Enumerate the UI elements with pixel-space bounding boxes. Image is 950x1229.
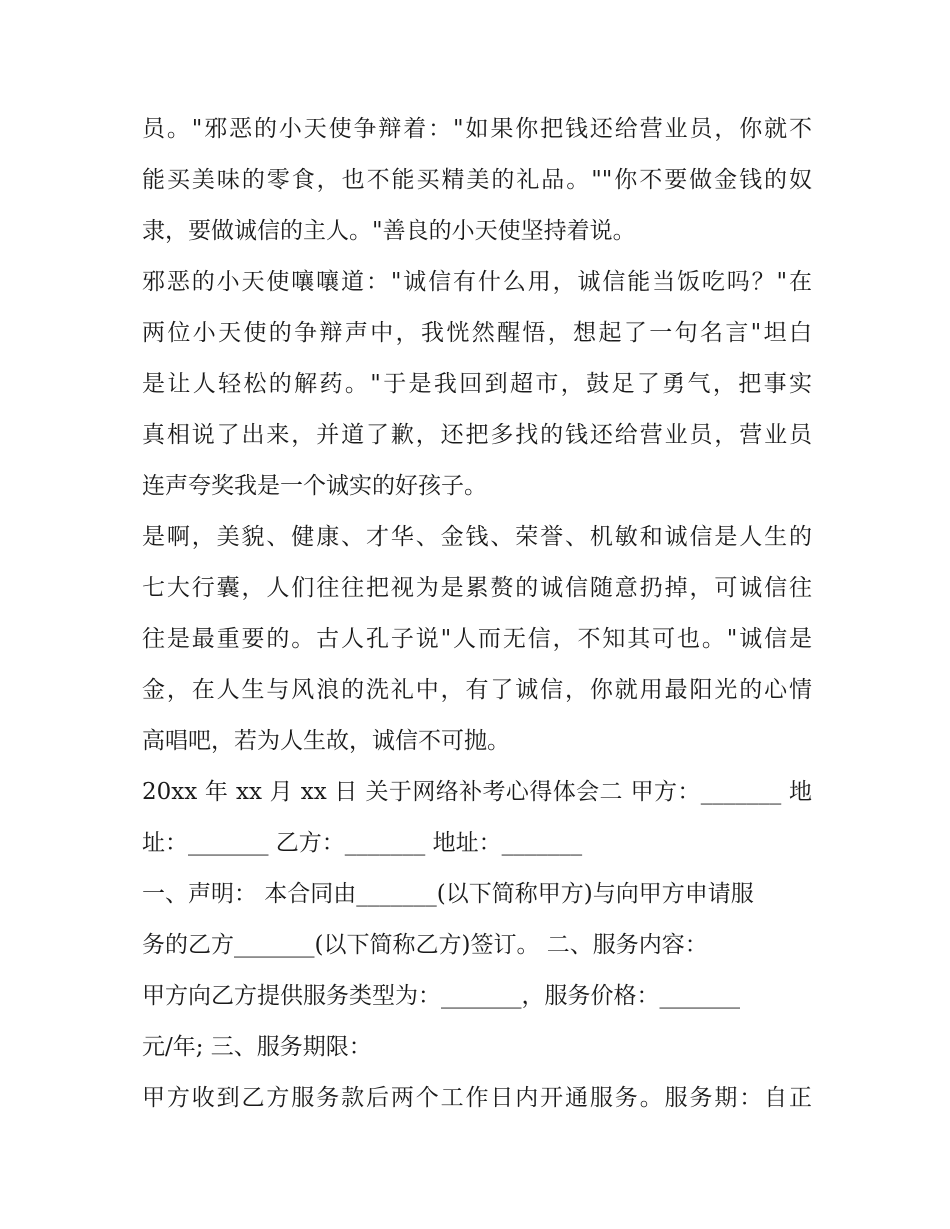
- text-line: 址：_______ 乙方：_______ 地址：_______: [142, 830, 583, 856]
- text-line: 真相说了出来，并道了歉，还把多找的钱还给营业员，营业员: [142, 422, 812, 448]
- document-body: [142, 104, 812, 1124]
- text-line: 连声夸奖我是一个诚实的好孩子。: [142, 473, 487, 499]
- text-line: 邪恶的小天使嚷嚷道："诚信有什么用，诚信能当饭吃吗？"在: [142, 269, 812, 295]
- text-line: 隶，要做诚信的主人。"善良的小天使坚持着说。: [142, 218, 636, 244]
- text-line: 甲方向乙方提供服务类型为：_______，服务价格：_______: [142, 983, 740, 1009]
- text-line: 能买美味的零食，也不能买精美的礼品。""你不要做金钱的奴: [142, 167, 812, 193]
- text-line: 一、声明： 本合同由_______(以下简称甲方)与向甲方申请服: [142, 881, 754, 907]
- text-line: 20xx 年 xx 月 xx 日 关于网络补考心得体会二 甲方：_______ 地: [142, 779, 812, 805]
- text-line: 是让人轻松的解药。"于是我回到超市，鼓足了勇气，把事实: [142, 371, 812, 397]
- text-line: 员。"邪恶的小天使争辩着："如果你把钱还给营业员，你就不: [142, 116, 812, 142]
- text-line: 往是最重要的。古人孔子说"人而无信，不知其可也。"诚信是: [142, 626, 812, 652]
- text-line: 甲方收到乙方服务款后两个工作日内开通服务。服务期：自正: [142, 1085, 812, 1111]
- text-line: 是啊，美貌、健康、才华、金钱、荣誉、机敏和诚信是人生的: [142, 524, 812, 550]
- text-line: 两位小天使的争辩声中，我恍然醒悟，想起了一句名言"坦白: [142, 320, 812, 346]
- text-line: 高唱吧，若为人生故，诚信不可抛。: [142, 728, 510, 754]
- text-line: 务的乙方_______(以下简称乙方)签订。 二、服务内容：: [142, 932, 708, 958]
- text-line: 七大行囊，人们往往把视为是累赘的诚信随意扔掉，可诚信往: [142, 575, 812, 601]
- text-line: 元/年; 三、服务期限：: [142, 1034, 372, 1060]
- text-line: 金，在人生与风浪的洗礼中，有了诚信，你就用最阳光的心情: [142, 677, 812, 703]
